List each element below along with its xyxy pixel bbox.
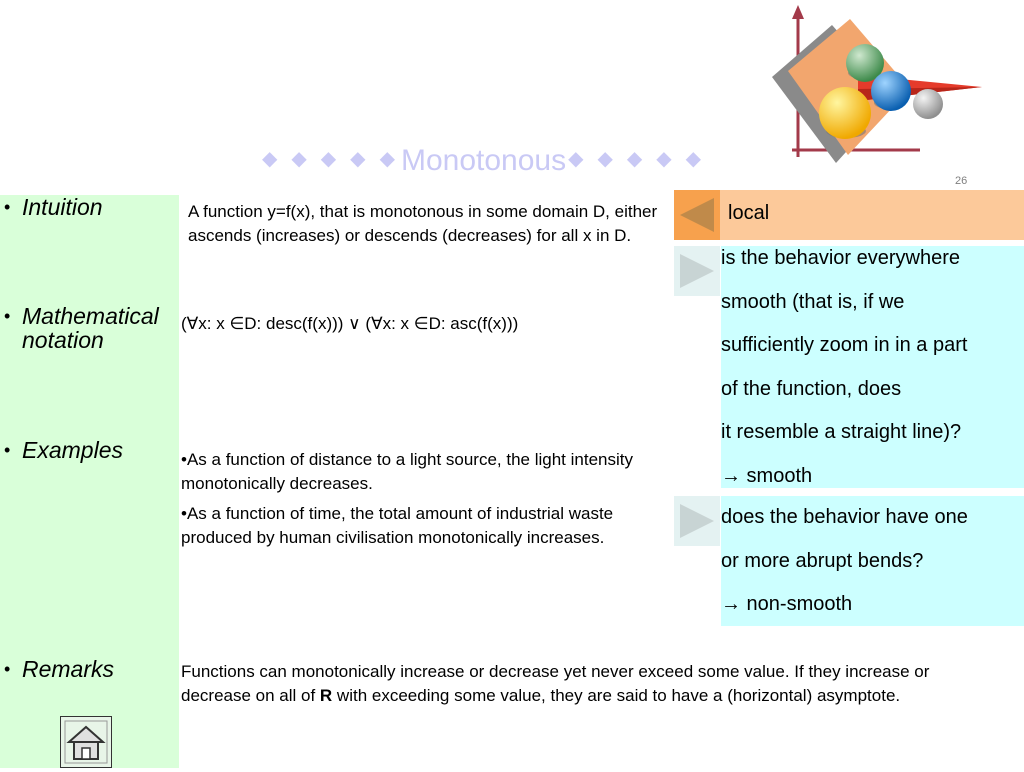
intuition-text: A function y=f(x), that is monotonous in some domain D, either ascends (increases) or descends (decreases) for all x in D.	[188, 202, 658, 245]
smooth-line: sufficiently zoom in in a part	[721, 334, 968, 356]
sidebar-item-intuition: • Intuition	[4, 194, 103, 220]
sidebar-item-remarks: • Remarks	[4, 656, 115, 682]
smooth-line: → smooth	[721, 464, 813, 487]
example-1: •As a function of distance to a light source, the light intensity monotonically decreases.	[181, 450, 633, 493]
back-button[interactable]	[674, 190, 720, 240]
slide-title	[262, 144, 701, 180]
remarks-text: Functions can monotonically increase or decrease yet never exceed some value. If they increase or decrease on all of R with exceeding some value, they are said to have a (horizontal) asymptote.	[181, 662, 930, 705]
nonsmooth-line: or more abrupt bends?	[721, 549, 924, 572]
diamond-icon: ◆	[379, 148, 395, 170]
page-number: 26	[955, 175, 968, 187]
smooth-line: smooth (that is, if we	[721, 290, 905, 313]
nonsmooth-line: does the behavior have one	[721, 506, 968, 528]
local-row	[674, 190, 1024, 240]
triangle-right-icon	[674, 496, 720, 546]
sidebar	[0, 195, 179, 768]
example-2: •As a function of time, the total amount of industrial waste produced by human civilisation monotonically increases.	[181, 504, 614, 547]
triangle-right-icon	[674, 246, 720, 296]
triangle-left-icon	[674, 190, 720, 240]
smooth-panel	[721, 246, 1024, 488]
home-button[interactable]	[60, 716, 112, 768]
diamond-icon: ◆	[685, 148, 702, 170]
diamond-icon: ◆	[350, 148, 366, 170]
slide-title-text: Monotonous	[400, 144, 567, 177]
smooth-line: it resemble a straight line)?	[721, 421, 962, 443]
notation-formula: (∀x: x ∈D: desc(f(x))) ∨ (∀x: x ∈D: asc(f(x)))	[181, 314, 519, 333]
diamond-icon: ◆	[262, 148, 278, 170]
smooth-line: of the function, does	[721, 377, 902, 400]
nonsmooth-panel	[721, 496, 1024, 626]
home-icon	[61, 717, 111, 767]
nonsmooth-line: → non-smooth	[721, 593, 853, 615]
chart-spheres-logo	[770, 5, 990, 165]
play-nonsmooth-button[interactable]	[674, 496, 720, 546]
diamond-icon: ◆	[291, 148, 307, 170]
diamond-icon: ◆	[597, 148, 613, 170]
reals-symbol: R	[319, 686, 333, 705]
smooth-line: is the behavior everywhere	[721, 247, 961, 269]
local-label: local	[728, 202, 770, 224]
diamond-icon: ◆	[656, 148, 672, 170]
diamond-icon: ◆	[626, 148, 643, 170]
diamond-icon: ◆	[568, 148, 584, 170]
diamond-icon: ◆	[320, 148, 337, 170]
sidebar-item-examples: • Examples	[4, 437, 123, 463]
sidebar-item-notation: • Mathematical notation	[4, 303, 159, 353]
play-smooth-button[interactable]	[674, 246, 720, 296]
